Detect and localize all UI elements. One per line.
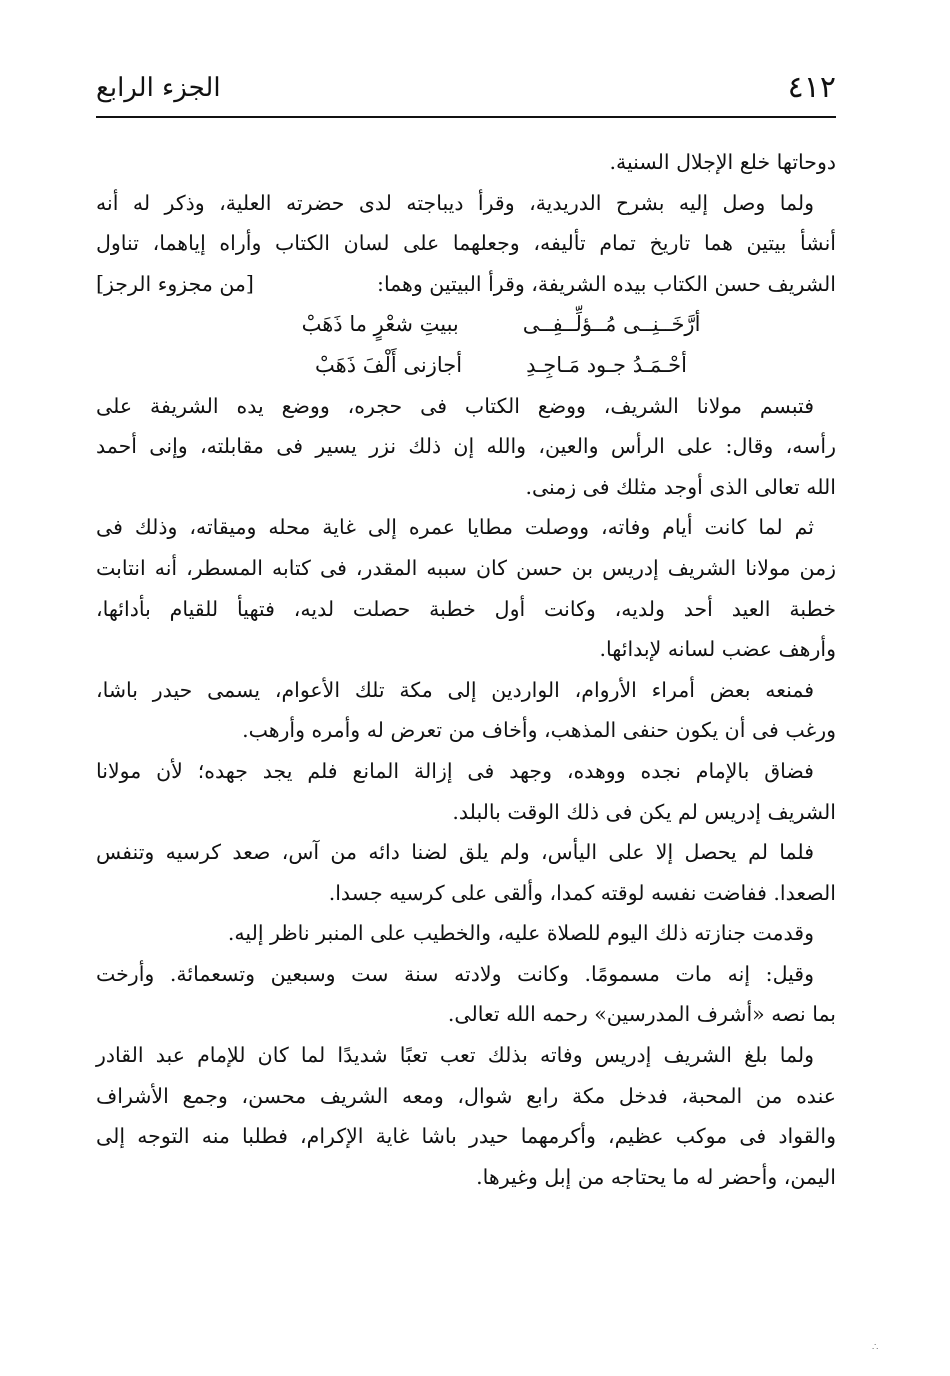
text-line: الصعدا. ففاضت نفسه لوقته كمدا، وألقى على كرسيه جسدا.: [328, 880, 836, 905]
verse-first-hemistich: أرَّخَــنِــى مُــؤلِّــفِــى: [522, 312, 701, 337]
text-line: زمن مولانا الشريف إدريس بن حسن كان سببه المقدر، فى كتابه المسطر، أنه انتابت: [96, 555, 836, 580]
verse-second-hemistich: أجازنى أَلْفَ ذَهَبْ: [315, 352, 463, 377]
page-number: ٤١٢: [787, 70, 836, 105]
body-text: [96, 142, 836, 1197]
corner-mark: ∴: [872, 1342, 879, 1353]
verse-first-hemistich: أحْـمَـدُ جـود مَـاجِـدِ: [526, 352, 688, 377]
text-line: فلما لم يحصل إلا على اليأس، ولم يلق لضنا دائه من آس، صعد كرسيه وتنفس: [96, 840, 814, 865]
text-line: وقيل: إنه مات مسمومًا. وكانت ولادته سنة ست وسبعين وتسعمائة. وأرخت: [96, 961, 814, 986]
poem-verse: [96, 304, 836, 345]
text-line: خطبة العيد أحد ولديه، وكانت أول خطبة حصلت لديه، فتهيأ للقيام بأدائها،: [96, 596, 836, 621]
text-line: ولما وصل إليه بشرح الدريدية، وقرأ ديباجته لدى حضرته العلية، وذكر له أنه: [96, 190, 814, 215]
text-line: أنشأ بيتين هما تاريخ تمام تأليفه، وجعلهما على لسان الكتاب وأراه إياهما، تناول: [96, 231, 836, 256]
header-rule: [96, 116, 836, 118]
text-line: دوحاتها خلع الإجلال السنية.: [609, 150, 836, 174]
text-line: بما نصه «أشرف المدرسين» رحمه الله تعالى.: [447, 1002, 836, 1027]
text-line: فمنعه بعض أمراء الأروام، الواردين إلى مكة تلك الأعوام، يسمى حيدر باشا،: [96, 677, 814, 702]
text-line: وقدمت جنازته ذلك اليوم للصلاة عليه، والخطيب على المنبر ناظر إليه.: [227, 921, 814, 946]
verse-second-hemistich: ببيتِ شعْرٍ ما ذَهَبْ: [301, 312, 459, 337]
text-line: فضاق بالإمام نجده ووهده، وجهد فى إزالة المانع فلم يجد جهده؛ لأن مولانا: [96, 758, 814, 783]
text-line: ثم لما كانت أيام وفاته، ووصلت مطايا عمره إلى غاية محله وميقاته، وذلك فى: [96, 515, 814, 540]
text-line: فتبسم مولانا الشريف، ووضع الكتاب فى حجره، ووضع يده الشريفة على: [96, 393, 814, 418]
text-line-with-meter: [96, 264, 836, 305]
text-line: رأسه، وقال: على الرأس والعين، والله إن ذلك نزر يسير فى مقابلته، وإنى أحمد: [96, 434, 836, 459]
text-line: اليمن، وأحضر له ما يحتاجه من إبل وغيرها.: [476, 1164, 836, 1189]
text-line: الشريف إدريس لم يكن فى ذلك الوقت بالبلد.: [452, 799, 836, 824]
text-line: الله تعالى الذى أوجد مثلك فى زمنى.: [525, 474, 836, 499]
running-header-title: الجزء الرابع: [96, 73, 221, 103]
text-line: والقواد فى موكب عظيم، وأكرمهما حيدر باشا غاية الإكرام، فطلبا منه التوجه إلى: [96, 1124, 836, 1149]
text-line: عنده من المحبة، فدخل مكة رابع شوال، ومعه الشريف محسن، وجمع الأشراف: [96, 1083, 836, 1108]
text-fragment: الشريف حسن الكتاب بيده الشريفة، وقرأ البيتين وهما:: [377, 271, 836, 296]
running-header: [96, 70, 836, 110]
text-line: ورغب فى أن يكون حنفى المذهب، وأخاف من تعرض له وأمره وأرهب.: [242, 718, 836, 743]
meter-label: [من مجزوء الرجز]: [96, 271, 254, 296]
text-line: ولما بلغ الشريف إدريس وفاته بذلك تعب تعبًا شديدًا لما كان للإمام عبد القادر: [96, 1043, 814, 1068]
poem-verse: [96, 345, 836, 386]
text-line: وأرهف عضب لسانه لإبدائها.: [599, 637, 836, 662]
